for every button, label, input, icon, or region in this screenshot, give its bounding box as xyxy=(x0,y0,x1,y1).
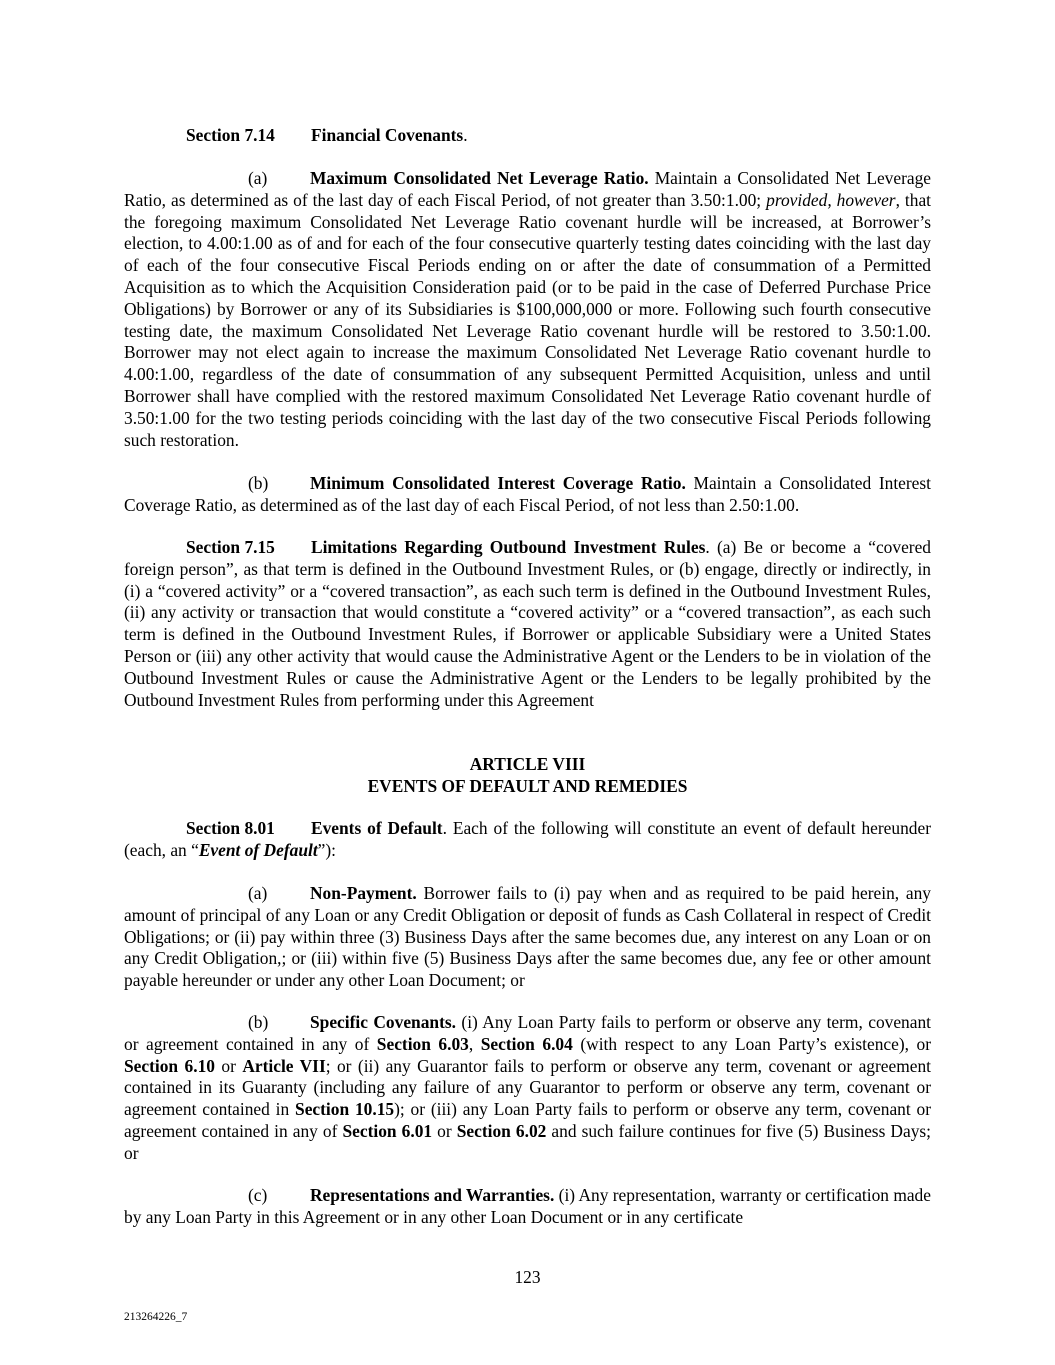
page-number: 123 xyxy=(514,1267,541,1287)
section-reference: Section 6.01 xyxy=(342,1120,433,1141)
section-number: Section 8.01 xyxy=(186,818,275,838)
paragraph-7-14-a: (a) Maximum Consolidated Net Leverage Ratio. Maintain a Consolidated Net Leverage Ratio, as determined as of the last day of each Fiscal Period, of not greater than 3.50:1.00; provided, however, that the foregoing maximum Consolidated Net Leverage Ratio covenant hurdle will be increased, at Borrower’s election, to 4.00:1.00 as of and for each of the four consecutive quarterly testing dates coinciding with the last day of each of the four consecutive Fiscal Periods ending on or after the date of consummation of a Permitted Acquisition as to which the Acquisition Consideration paid (or to be paid in the case of Deferred Purchase Price Obligations) by Borrower or any of its Subsidiaries is $100,000,000 or more. Following such fourth consecutive testing date, the maximum Consolidated Net Leverage Ratio covenant hurdle will be restored to 3.50:1.00. Borrower may not elect again to increase the maximum Consolidated Net Leverage Ratio covenant hurdle to 4.00:1.00, regardless of the date of consummation of any subsequent Permitted Acquisition, unless and until Borrower shall have complied with the restored maximum Consolidated Net Leverage Ratio covenant hurdle of 3.50:1.00 for the two testing periods coinciding with the last day of the two consecutive Fiscal Periods following such restoration. xyxy=(124,168,931,450)
article-number: ARTICLE VIII xyxy=(469,754,586,774)
paragraph-8-01-a: (a) Non-Payment. Borrower fails to (i) pay when and as required to be paid herein, any amount of principal of any Loan or any Credit Obligation or deposit of funds as Cash Collateral in respect of Credit Obligations; or (ii) pay within three (3) Business Days after the same becomes due, any interest on any Loan or on any Credit Obligation,; or (iii) within five (5) Business Days after the same becomes due, any fee or other amount payable hereunder or under any other Loan Document; or xyxy=(124,883,931,991)
clause-number: (c) xyxy=(248,1185,268,1205)
section-7-14-heading: Section 7.14 Financial Covenants. xyxy=(186,125,468,145)
paragraph-8-01-c: (c) Representations and Warranties. (i) Any representation, warranty or certification made by any Loan Party in this Agreement or in any other Loan Document or in any certificate xyxy=(124,1185,931,1227)
clause-number: (a) xyxy=(248,883,268,903)
clause-heading: Non-Payment. xyxy=(310,883,417,903)
clause-heading: Representations and Warranties. xyxy=(310,1185,555,1205)
section-title: Limitations Regarding Outbound Investment Rules xyxy=(311,537,706,557)
section-reference: Section 6.04 xyxy=(480,1033,573,1054)
clause-heading: Minimum Consolidated Interest Coverage Ratio. xyxy=(310,473,686,493)
section-number: Section 7.14 xyxy=(186,125,275,145)
paragraph-8-01-b: (b) Specific Covenants. (i) Any Loan Party fails to perform or observe any term, covenant or agreement contained in any of Section 6.03, Section 6.04 (with respect to any Loan Party’s existence), or Section 6.10 or Article VII; or (ii) any Guarantor fails to perform or observe any term, covenant or agreement contained in its Guaranty (including any failure of any Guarantor to perform or observe any term, covenant or agreement contained in Section 10.15); or (iii) any Loan Party fails to perform or observe any term, covenant or agreement contained in any of Section 6.01 or Section 6.02 and such failure continues for five (5) Business Days; or xyxy=(124,1012,932,1163)
section-7-15-paragraph: Section 7.15 Limitations Regarding Outbound Investment Rules. (a) Be or become a “covered foreign person”, as that term is defined in the Outbound Investment Rules, or (b) engage, directly or indirectly, in (i) a “covered activity” or a “covered transaction”, as each such term is defined in the Outbound Investment Rules, (ii) any activity or transaction that would constitute a “covered activity” or a “covered transaction”, as each such term is defined in the Outbound Investment Rules, if Borrower or applicable Subsidiary were a United States Person or (iii) any other activity that would cause the Administrative Agent or the Lenders to be in violation of the Outbound Investment Rules or cause the Administrative Agent or the Lenders to be legally prohibited by the Outbound Investment Rules from performing under this Agreement xyxy=(124,537,931,710)
clause-heading: Specific Covenants. xyxy=(310,1012,456,1032)
document-id: 213264226_7 xyxy=(124,1311,188,1323)
section-title: Events of Default xyxy=(311,818,443,838)
section-reference: Section 6.03 xyxy=(376,1033,469,1054)
section-number: Section 7.15 xyxy=(186,537,275,557)
section-reference: Section 6.10 xyxy=(124,1055,215,1076)
defined-term: Event of Default xyxy=(198,839,318,860)
article-reference: Article VII xyxy=(242,1055,326,1076)
clause-number: (b) xyxy=(248,1012,269,1032)
section-reference: Section 6.02 xyxy=(456,1120,547,1141)
section-title: Financial Covenants xyxy=(311,125,464,145)
clause-heading: Maximum Consolidated Net Leverage Ratio. xyxy=(310,168,649,188)
section-8-01-paragraph: Section 8.01 Events of Default. Each of the following will constitute an event of default hereunder (each, an “Event of Default”): xyxy=(124,818,931,860)
paragraph-7-14-b: (b) Minimum Consolidated Interest Coverage Ratio. Maintain a Consolidated Interest Coverage Ratio, as determined as of the last day of each Fiscal Period, of not less than 2.50:1.00. xyxy=(124,473,931,515)
section-reference: Section 10.15 xyxy=(295,1099,395,1120)
clause-number: (b) xyxy=(248,473,269,493)
clause-number: (a) xyxy=(248,168,268,188)
article-title: EVENTS OF DEFAULT AND REMEDIES xyxy=(367,776,688,796)
